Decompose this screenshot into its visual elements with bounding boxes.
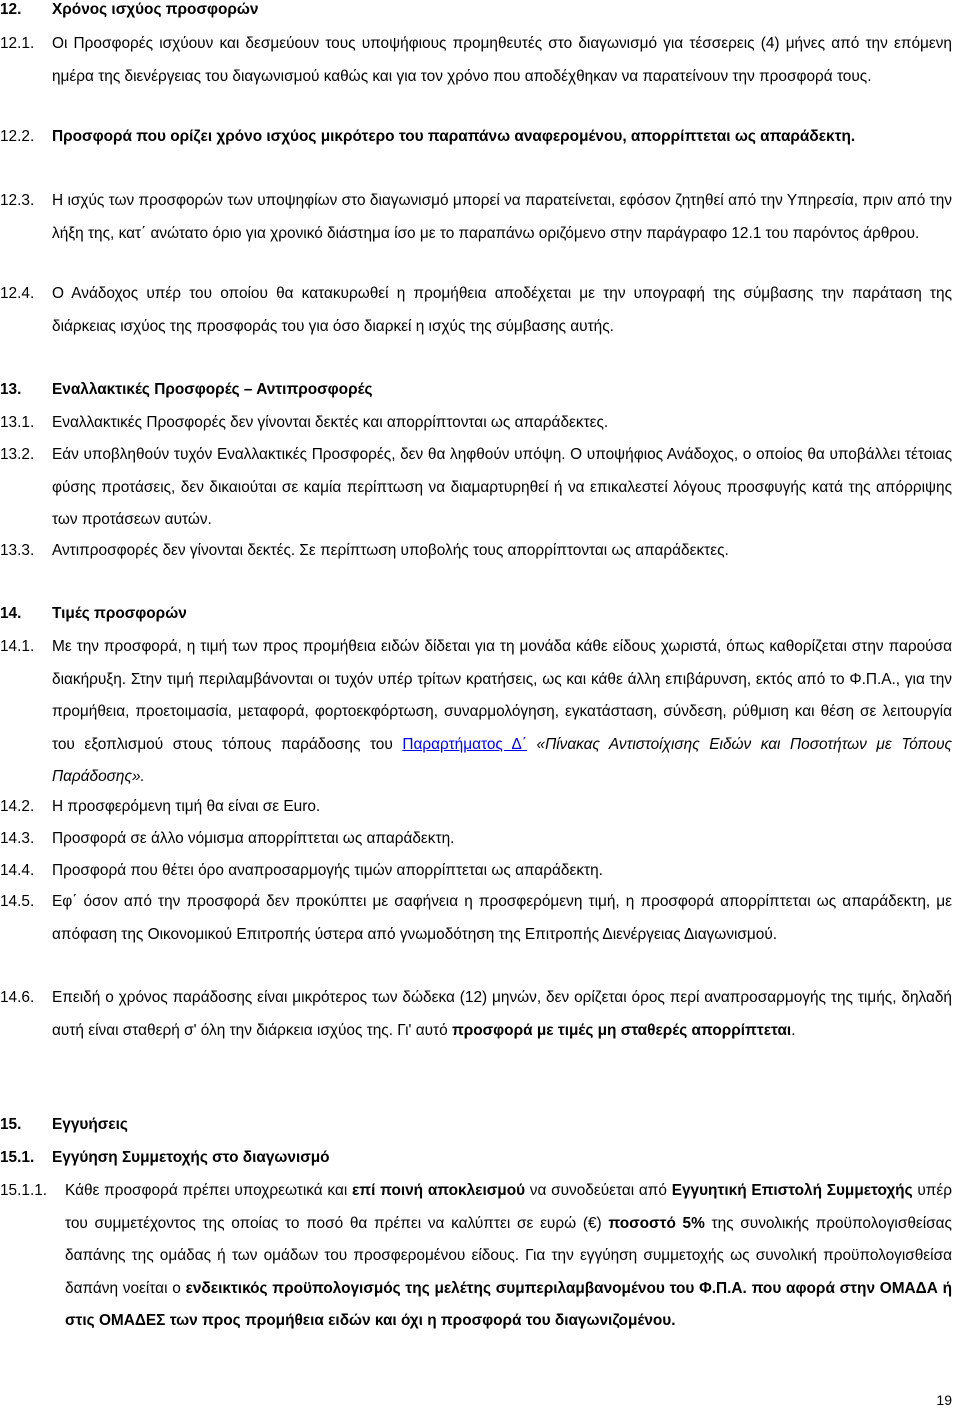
paragraph-number: 15.1.1. — [0, 1182, 48, 1199]
text-space — [705, 1215, 712, 1232]
text-bold: ενδεικτικός προϋπολογισμός της μελέτης συμπεριλαμβανομένου του Φ.Π.Α. που αφορά στην ΟΜΑΔΑ ή στις ΟΜΑΔΕΣ των προς προμήθεια ειδών και όχι η προσφορά του διαγωνιζομένου. — [65, 1279, 953, 1329]
section-number: 13. — [0, 381, 22, 398]
section-number: 12. — [0, 1, 22, 18]
paragraph-text: Εφ΄ όσον από την προσφορά δεν προκύπτει με σαφήνεια η προσφερόμενη τιμή, η προσφορά απορρίπτεται ως απαράδεκτη, με απόφαση της Οικονομικού Επιτροπής ύστερα από γνωμοδότηση της Επιτροπής Διενέργειας Διαγωνισμού. — [52, 893, 952, 943]
paragraph-text-bold: προσφορά με τιμές μη σταθερές απορρίπτεται — [451, 1021, 792, 1039]
paragraph-number: 12.4. — [0, 285, 35, 302]
paragraph-text: Προσφορά που ορίζει χρόνο ισχύος μικρότερο του παραπάνω αναφερομένου, απορρίπτεται ως απαράδεκτη. — [52, 128, 856, 145]
paragraph-text — [52, 982, 952, 1047]
paragraph-text-tail: . — [791, 1021, 796, 1039]
paragraph-text: Ο Ανάδοχος υπέρ του οποίου θα κατακυρωθεί η προμήθεια αποδέχεται με την υπογραφή της σύμβασης την παράταση της διάρκειας ισχύος της προσφοράς του για όσο διαρκεί η ισχύς της σύμβασης αυτής. — [52, 285, 952, 335]
paragraph-text-main: Με την προσφορά, η τιμή των προς προμήθεια ειδών δίδεται για τη μονάδα κάθε είδους χωριστά, όπως καθορίζεται στην παρούσα διακήρυξη. Στην τιμή περιλαμβάνονται οι τυχόν υπέρ τρίτων κρατήσεις, ως και κάθε άλλη επιβάρυνση, εκτός από το Φ.Π.Α., για την προμήθεια, προετοιμασία, μεταφορά, φορτοεκφόρτωση, συναρμολόγηση, εγκατάσταση, σύνδεση, ρύθμιση και θέση σε λειτουργία του εξοπλισμού στους τόπους παράδοσης του — [52, 638, 952, 753]
paragraph-number: 12.3. — [0, 192, 35, 209]
paragraph-number: 13.3. — [0, 542, 35, 559]
text-part: να συνοδεύεται από — [529, 1182, 667, 1199]
section-title: Εγγυήσεις — [52, 1116, 128, 1133]
text-bold: ποσοστό 5% — [608, 1214, 705, 1232]
annex-title-italic: «Πίνακας Αντιστοίχισης Ειδών και Ποσοτήτων με Τόπους Παράδοσης». — [52, 735, 953, 785]
paragraph-text: Προσφορά που θέτει όρο αναπροσαρμογής τιμών απορρίπτεται ως απαράδεκτη. — [52, 862, 603, 879]
paragraph-text — [65, 1175, 952, 1338]
paragraph-text: Εναλλακτικές Προσφορές δεν γίνονται δεκτές και απορρίπτονται ως απαράδεκτες. — [52, 414, 609, 431]
paragraph-number: 14.6. — [0, 989, 35, 1006]
text-part: της συνολικής προϋπολογισθείσας δαπάνης της ομάδας ή των ομάδων του προσφερομένου είδους. Για την εγγύηση συμμετοχής ως συνολική προϋπολογισθείσα δαπάνη νοείται ο — [65, 1214, 952, 1297]
paragraph-text: Αντιπροσφορές δεν γίνονται δεκτές. Σε περίπτωση υποβολής τους απορρίπτονται ως απαράδεκτες. — [52, 542, 729, 559]
text-space — [527, 736, 537, 753]
section-title: Τιμές προσφορών — [52, 605, 187, 622]
text-bold: Εγγυητική Επιστολή Συμμετοχής — [671, 1182, 913, 1199]
paragraph-text: Προσφορά σε άλλο νόμισμα απορρίπτεται ως απαράδεκτη. — [52, 830, 455, 847]
annex-d-link[interactable]: Παραρτήματος Δ΄ — [402, 735, 527, 753]
paragraph-text: Εάν υποβληθούν τυχόν Εναλλακτικές Προσφορές, δεν θα ληφθούν υπόψη. Ο υποψήφιος Ανάδοχος, ο οποίος θα υποβάλλει τέτοιας φύσης προτάσεις, δεν δικαιούται σε καμία περίπτωση να διαμαρτυρηθεί ή να επικαλεστεί λόγους προσφυγής κατά της απόρριψης των προτάσεων αυτών. — [52, 446, 952, 528]
section-title: Χρόνος ισχύος προσφορών — [52, 1, 259, 18]
paragraph-number: 13.2. — [0, 446, 35, 463]
paragraph-number: 12.1. — [0, 35, 35, 52]
paragraph-number: 13.1. — [0, 414, 35, 431]
text-part: υπέρ του συμμετέχοντος της οποίας το ποσό θα πρέπει να καλύπτει σε ευρώ (€) — [65, 1182, 952, 1232]
paragraph-text: Η προσφερόμενη τιμή θα είναι σε Euro. — [52, 798, 321, 815]
section-number: 14. — [0, 605, 22, 622]
subsection-title: Εγγύηση Συμμετοχής στο διαγωνισμό — [52, 1149, 330, 1166]
text-part: Κάθε προσφορά πρέπει υποχρεωτικά και — [65, 1182, 348, 1199]
paragraph-number: 14.5. — [0, 893, 35, 910]
paragraph-number: 12.2. — [0, 128, 35, 145]
text-space — [393, 736, 403, 753]
section-title: Εναλλακτικές Προσφορές – Αντιπροσφορές — [52, 381, 373, 398]
page-number: 19 — [936, 1392, 952, 1408]
paragraph-text: Οι Προσφορές ισχύουν και δεσμεύουν τους υποψήφιους προμηθευτές στο διαγωνισμό για τέσσερεις (4) μήνες από την επόμενη ημέρα της διενέργειας του διαγωνισμού καθώς και για τον χρόνο που αποδέχθηκαν να παρατείνουν την προσφορά τους. — [52, 35, 952, 85]
text-bold: επί ποινή αποκλεισμού — [352, 1182, 526, 1199]
paragraph-text: Η ισχύς των προσφορών των υποψηφίων στο διαγωνισμό μπορεί να παρατείνεται, εφόσον ζητηθεί από την Υπηρεσία, πριν από την λήξη της, κατ΄ ανώτατο όριο για χρονικό διάστημα ίσο με το παραπάνω οριζόμενο στην παράγραφο 12.1 του παρόντος άρθρου. — [52, 192, 952, 242]
subsection-number: 15.1. — [0, 1149, 35, 1166]
section-number: 15. — [0, 1116, 22, 1133]
paragraph-number: 14.1. — [0, 638, 35, 655]
paragraph-text-main: Επειδή ο χρόνος παράδοσης είναι μικρότερος των δώδεκα (12) μηνών, δεν ορίζεται όρος περί αναπροσαρμογής της τιμής, δηλαδή αυτή είναι σταθερή σ' όλη την διάρκεια ισχύος της. Γι' αυτό — [52, 989, 952, 1039]
paragraph-number: 14.2. — [0, 798, 35, 815]
paragraph-number: 14.3. — [0, 830, 35, 847]
paragraph-text — [52, 631, 952, 794]
paragraph-number: 14.4. — [0, 862, 35, 879]
